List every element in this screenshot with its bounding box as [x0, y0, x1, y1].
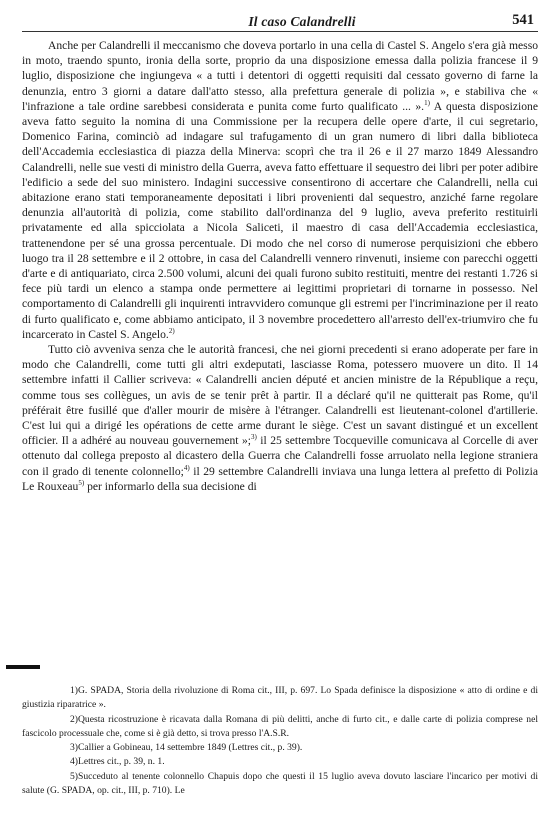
footnote-number: 5) [70, 770, 78, 782]
footnote-text: Succeduto al tenente colonnello Chapuis dopo che questi il 15 luglio aveva dovuto lasciare l'incarico per motivi di salute (G. SPADA, op. cit., III, p. 710). Le [22, 770, 538, 797]
footnote-number: 3) [70, 742, 78, 754]
paragraph-1-text-a: Anche per Calandrelli il meccanismo che doveva portarlo in una cella di Castel S. Angelo s'era già messo in moto, traendo spunto, ironia della sorte, proprio da una disposizione emessa dalla polizia francese il 9 luglio, disposizione che ingiungeva « a tutti i detentori di oggetti requisiti dal cessato governo di farne la denunzia, entro 3 giorni a datare dall'atto stesso, alla prefettura generale di polizia », e stabiliva che « l'infrazione a tale ordine sarebbesi considerata e punita come furto qualificato ... ». [22, 39, 538, 113]
footnote-3 [22, 741, 538, 755]
footnote-1 [22, 684, 538, 713]
footnote-ref-2: 2) [168, 327, 175, 335]
paragraph-1 [22, 38, 538, 342]
header-rule [22, 31, 538, 32]
running-title: Il caso Calandrelli [248, 14, 356, 29]
main-text [22, 38, 538, 494]
footnote-5 [22, 770, 538, 799]
footnote-ref-4: 4) [183, 463, 190, 472]
page-header [22, 10, 538, 32]
page-number: 541 [512, 12, 534, 28]
footnote-ref-1: 1) [424, 98, 430, 107]
paragraph-1-text-b: A questa disposizione aveva fatto seguito la nomina di una Commissione per la recupera delle opere d'arte, il cui segretario, Domenico Farina, cominciò ad indagare sul trafugamento di un gran numero di libri dalla biblioteca dell'Accademia ecclesiastica di piazza della Minerva: scoprì che tra il 26 e il 27 marzo 1849 Alessandro Calandrelli, nelle sue vesti di ministro della Guerra, aveva fatto effettuare il sequestro dei libri per poter adibire l'edificio a sede del suo ministero. Indagini successive consentirono di accertare che Calandrelli, nella cui abitazione erano stati temporaneamente depositati i libri provenienti dal sequestro, anziché farne regolare denunzia all'autorità di polizia, come stabilito dall'ordinanza del 9 luglio, aveva preferito restituirli privatamente ed alla spicciolata a Nicola Saliceti, il maestro di casa dell'Accademia ecclesiastica, trattenendone per sé una grossa percentuale. Di modo che nel corso di numerose perquisizioni che ebbero luogo tra il 28 settembre e il 2 ottobre, in casa del Calandrelli vennero rinvenuti, insieme con parecchi oggetti d'arte e di antiquariato, circa 2.500 volumi, alcuni dei quali furono subito restituiti, mentre dei restanti 1.726 si fece più tardi un elenco a stampa onde permettere ai legittimi proprietari di tornarne in possesso. Nel comportamento di Calandrelli gli inquirenti intravvidero comunque gli estremi per l'incriminazione per il reato di furto qualificato e, come abbiamo anticipato, il 3 novembre procedettero all'arresto dell'ex-triumviro che fu incarcerato in Castel S. Angelo. [22, 99, 538, 341]
footnote-separator [6, 665, 40, 669]
footnote-number: 4) [70, 756, 78, 768]
footnote-4 [22, 755, 538, 769]
footnote-ref-5: 5) [78, 479, 85, 488]
footnote-text: Callier a Gobineau, 14 settembre 1849 (Lettres cit., p. 39). [78, 742, 303, 754]
footnote-text: Lettres cit., p. 39, n. 1. [78, 756, 165, 768]
paragraph-2-text-b: il 25 settembre Tocqueville comunicava al Corcelle di aver ottenuto dal collega preposto al dicastero della Guerra che Calandrelli fosse arruolato nella legione straniera con il grado di tenente colonnello; [22, 434, 538, 478]
footnotes [22, 684, 538, 798]
footnote-number: 2) [70, 713, 78, 725]
paragraph-2 [22, 342, 538, 494]
paragraph-2-text-c: il 29 settembre Calandrelli inviava una lunga lettera al prefetto di Polizia Le Rouxeau [22, 464, 538, 493]
footnote-text: Questa ricostruzione è ricavata dalla Romana di più delitti, anche di furto cit., e dalle carte di polizia comprese nel fascicolo processuale che, come si è già detto, si trova presso l'A.S.R. [22, 713, 538, 739]
footnote-ref-3: 3) [251, 433, 257, 442]
footnote-number: 1) [70, 685, 78, 696]
footnote-2 [22, 713, 538, 742]
paragraph-2-text-a: Tutto ciò avveniva senza che le autorità francesi, che nei giorni precedenti si erano adoperate per fare in modo che Calandrelli, come tutti gli altri exdeputati, lasciasse Roma, potessero muovere un dito. Il 14 settembre infatti il Callier scriveva: « Calandrelli ancien député et ancien ministre de la République a reçu, comme tous ses collègues, un avis de se tenir prêt à partir. Il a déclaré qu'il ne quitterait pas Rome, qu'il préférait être fusillé que d'aller mourir de misère à l'étranger. Calandrelli est lieutenant-colonel d'artillerie. C'est lui qui a dirigé les opérations de cette arme durant le siège. C'est un savant distingué et un excellent officier. Il a adhéré au nouveau gouvernement »; [22, 343, 538, 448]
footnote-text: G. SPADA, Storia della rivoluzione di Roma cit., III, p. 697. Lo Spada definisce la disposizione « atto di ordine e di giustizia riparatrice ». [22, 685, 538, 711]
paragraph-2-text-d: per informarlo della sua decisione di [84, 479, 257, 493]
